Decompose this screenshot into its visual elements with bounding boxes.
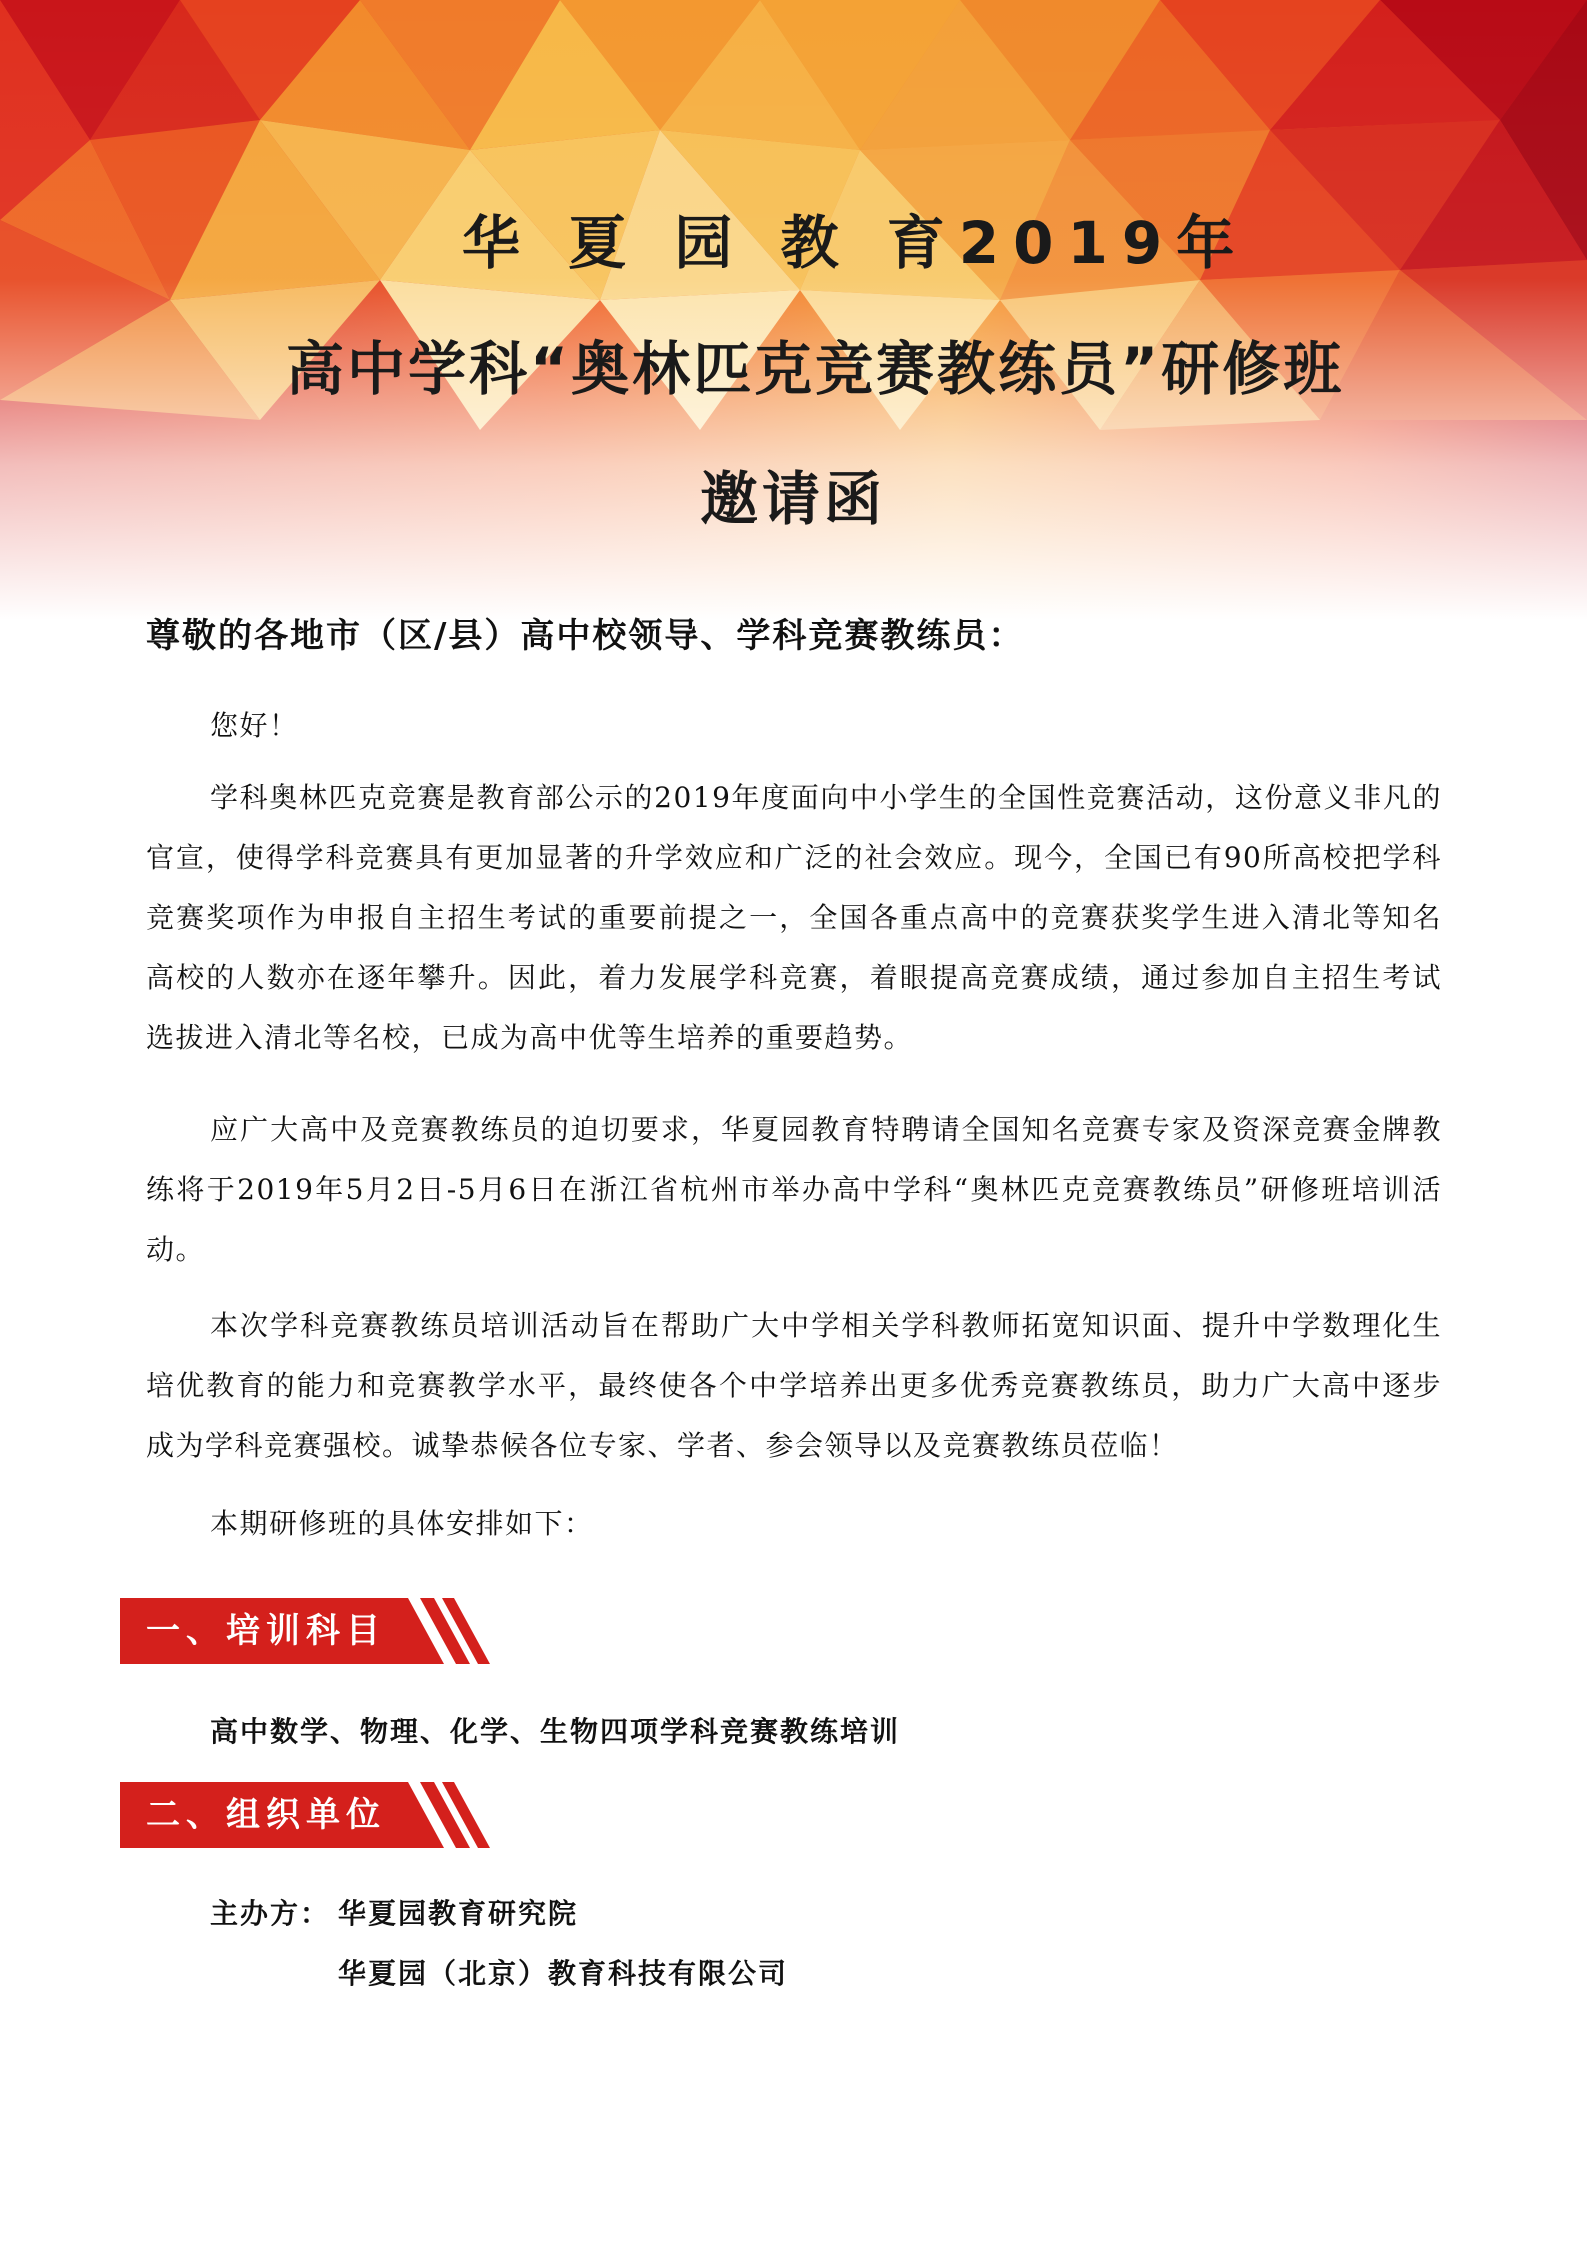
greeting-text: 您好！ (210, 709, 299, 742)
section-heading-label: 一、培训科目 (146, 1611, 386, 1651)
paragraph-1 (146, 768, 1442, 1068)
training-subjects-text: 高中数学、物理、化学、生物四项学科竞赛教练培训 (210, 1715, 901, 1748)
paragraph-1-text: 学科奥林匹克竞赛是教育部公示的2019年度面向中小学生的全国性竞赛活动，这份意义非凡的官宣，使得学科竞赛具有更加显著的升学效应和广泛的社会效应。现今，全国已有90所高校把学科竞赛奖项作为申报自主招生考试的重要前提之一，全国各重点高中的竞赛获奖学生进入清北等知名高校的人数亦在逐年攀升。因此，着力发展学科竞赛，着眼提高竞赛成绩，通过参加自主招生考试选拔进入清北等名校，已成为高中优等生培养的重要趋势。 (146, 781, 1442, 1054)
paragraph-4-text: 本期研修班的具体安排如下： (210, 1507, 594, 1540)
organizer-name: 华夏园（北京）教育科技有限公司 (338, 1957, 789, 1990)
section-heading-organizers (120, 1782, 492, 1848)
title-line-1: 华 夏 园 教 育2019年 (462, 209, 1249, 277)
greeting (146, 696, 1442, 756)
title-line-3: 邀请函 (700, 465, 887, 533)
organizer-label: 主办方： (210, 1897, 331, 1930)
paragraph-3 (146, 1296, 1442, 1476)
section-heading-label: 二、组织单位 (146, 1795, 386, 1835)
paragraph-2 (146, 1100, 1442, 1280)
organizer-name: 华夏园教育研究院 (338, 1897, 579, 1930)
section-heading-training-subjects (120, 1598, 492, 1664)
paragraph-4 (146, 1494, 1442, 1554)
title-line-2: 高中学科“奥林匹克竞赛教练员”研修班 (286, 335, 1345, 403)
salutation: 尊敬的各地市（区/县）高中校领导、学科竞赛教练员： (146, 616, 1025, 656)
paragraph-2-text: 应广大高中及竞赛教练员的迫切要求，华夏园教育特聘请全国知名竞赛专家及资深竞赛金牌教练将于2019年5月2日-5月6日在浙江省杭州市举办高中学科“奥林匹克竞赛教练员”研修班培训活动。 (146, 1113, 1442, 1266)
paragraph-3-text: 本次学科竞赛教练员培训活动旨在帮助广大中学相关学科教师拓宽知识面、提升中学数理化生培优教育的能力和竞赛教学水平，最终使各个中学培养出更多优秀竞赛教练员，助力广大高中逐步成为学科竞赛强校。诚挚恭候各位专家、学者、参会领导以及竞赛教练员莅临！ (146, 1309, 1442, 1462)
